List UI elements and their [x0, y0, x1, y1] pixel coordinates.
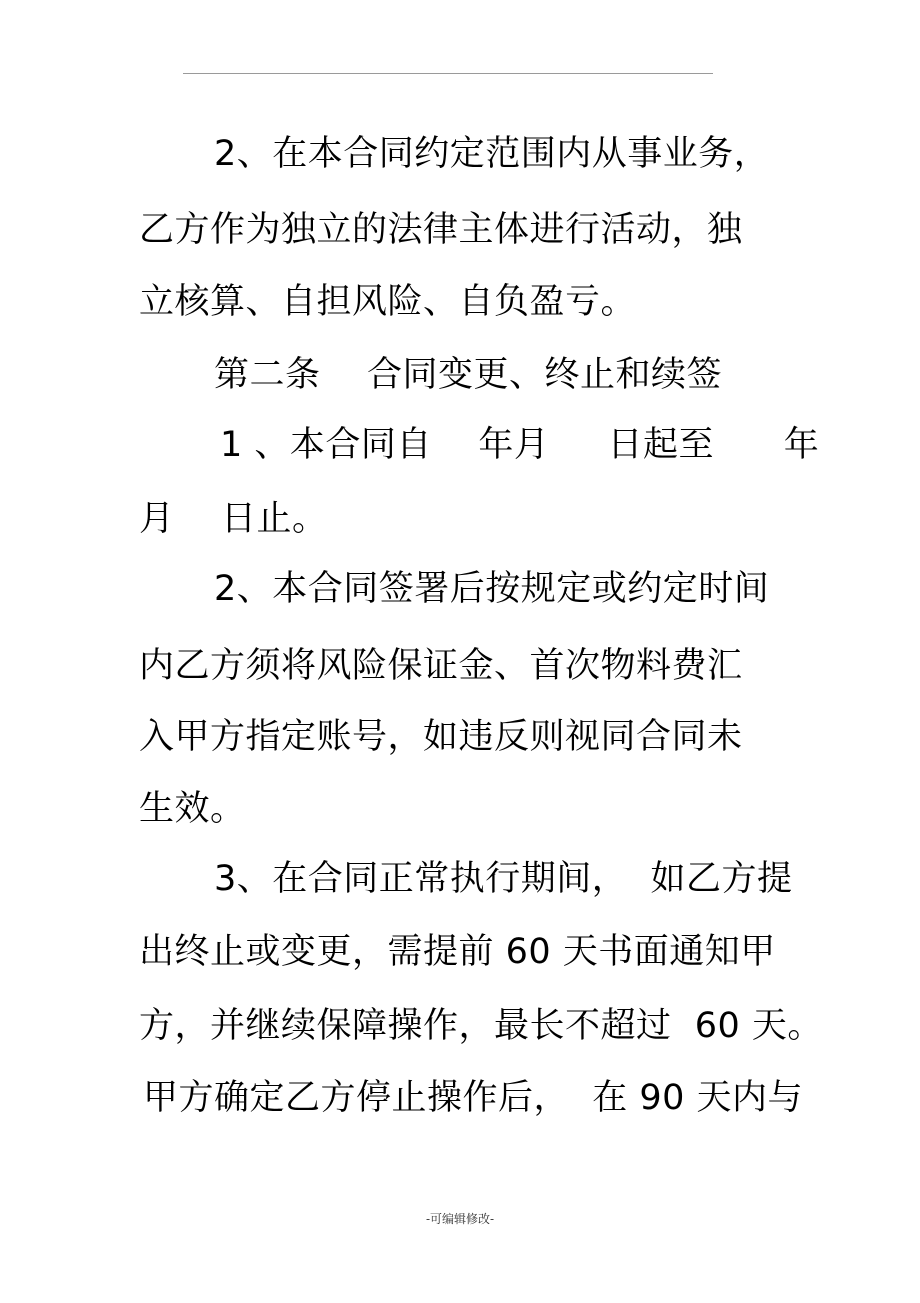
text-line-2: 乙方作为独立的法律主体进行活动，独 [139, 210, 743, 250]
text-line-8: 内乙方须将风险保证金、首次物料费汇 [139, 646, 743, 686]
text-line-12: 出终止或变更，需提前 60 天书面通知甲 [139, 932, 776, 972]
text-line-13: 方，并继续保障操作，最长不超过 60 天。 [139, 1006, 823, 1046]
text-line-5: 1 、本合同自 年月 日起至 年 [220, 425, 820, 465]
text-line-1: 2、在本合同约定范围内从事业务， [214, 134, 770, 174]
text-line-3: 立核算、自担风险、自负盈亏。 [139, 282, 637, 322]
page-footer: -可编辑修改- [425, 1212, 495, 1226]
text-line-10: 生效。 [139, 789, 246, 829]
section-heading: 第二条 合同变更、终止和续签 [214, 355, 723, 395]
text-line-6: 月 日止。 [139, 499, 328, 539]
header-rule [183, 73, 713, 74]
text-line-11: 3、在合同正常执行期间， 如乙方提 [214, 859, 793, 899]
text-line-7: 2、本合同签署后按规定或约定时间 [214, 569, 770, 609]
text-line-9: 入甲方指定账号，如违反则视同合同未 [139, 717, 743, 757]
text-line-14: 甲方确定乙方停止操作后， 在 90 天内与 [143, 1078, 804, 1118]
